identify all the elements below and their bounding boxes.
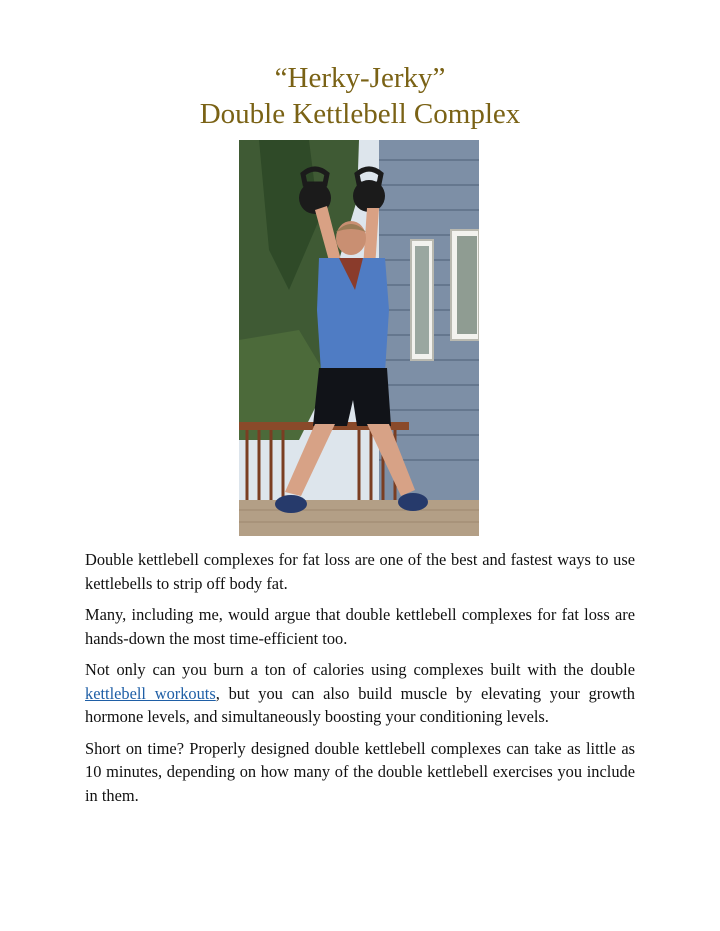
- kettlebell-workouts-link[interactable]: kettlebell workouts: [85, 683, 216, 703]
- title-line-1: “Herky-Jerky”: [274, 62, 446, 94]
- paragraph-2: Many, including me, would argue that double kettlebell complexes for fat loss are hands-down the most time-efficient too.: [85, 605, 635, 648]
- article-body: [85, 548, 635, 815]
- photo-deck: [239, 500, 479, 536]
- page-title: [0, 60, 720, 132]
- paragraph-3-text-before: Not only can you burn a ton of calories using complexes built with the double: [85, 660, 635, 679]
- paragraph-4: Short on time? Properly designed double kettlebell complexes can take as little as 10 minutes, depending on how many of the double kettlebell exercises you include in them.: [85, 738, 635, 805]
- photo-shoes: [275, 495, 307, 513]
- title-line-2: Double Kettlebell Complex: [199, 98, 521, 130]
- kettlebell-photo: [239, 140, 479, 536]
- paragraph-3-text-after: , but you can also build muscle by elevating your growth hormone levels, and simultaneously boosting your conditioning levels.: [85, 683, 635, 726]
- paragraph-3: [85, 658, 635, 729]
- paragraph-1: Double kettlebell complexes for fat loss are one of the best and fastest ways to use kettlebells to strip off body fat.: [85, 550, 635, 593]
- photo-illustration: [239, 140, 479, 536]
